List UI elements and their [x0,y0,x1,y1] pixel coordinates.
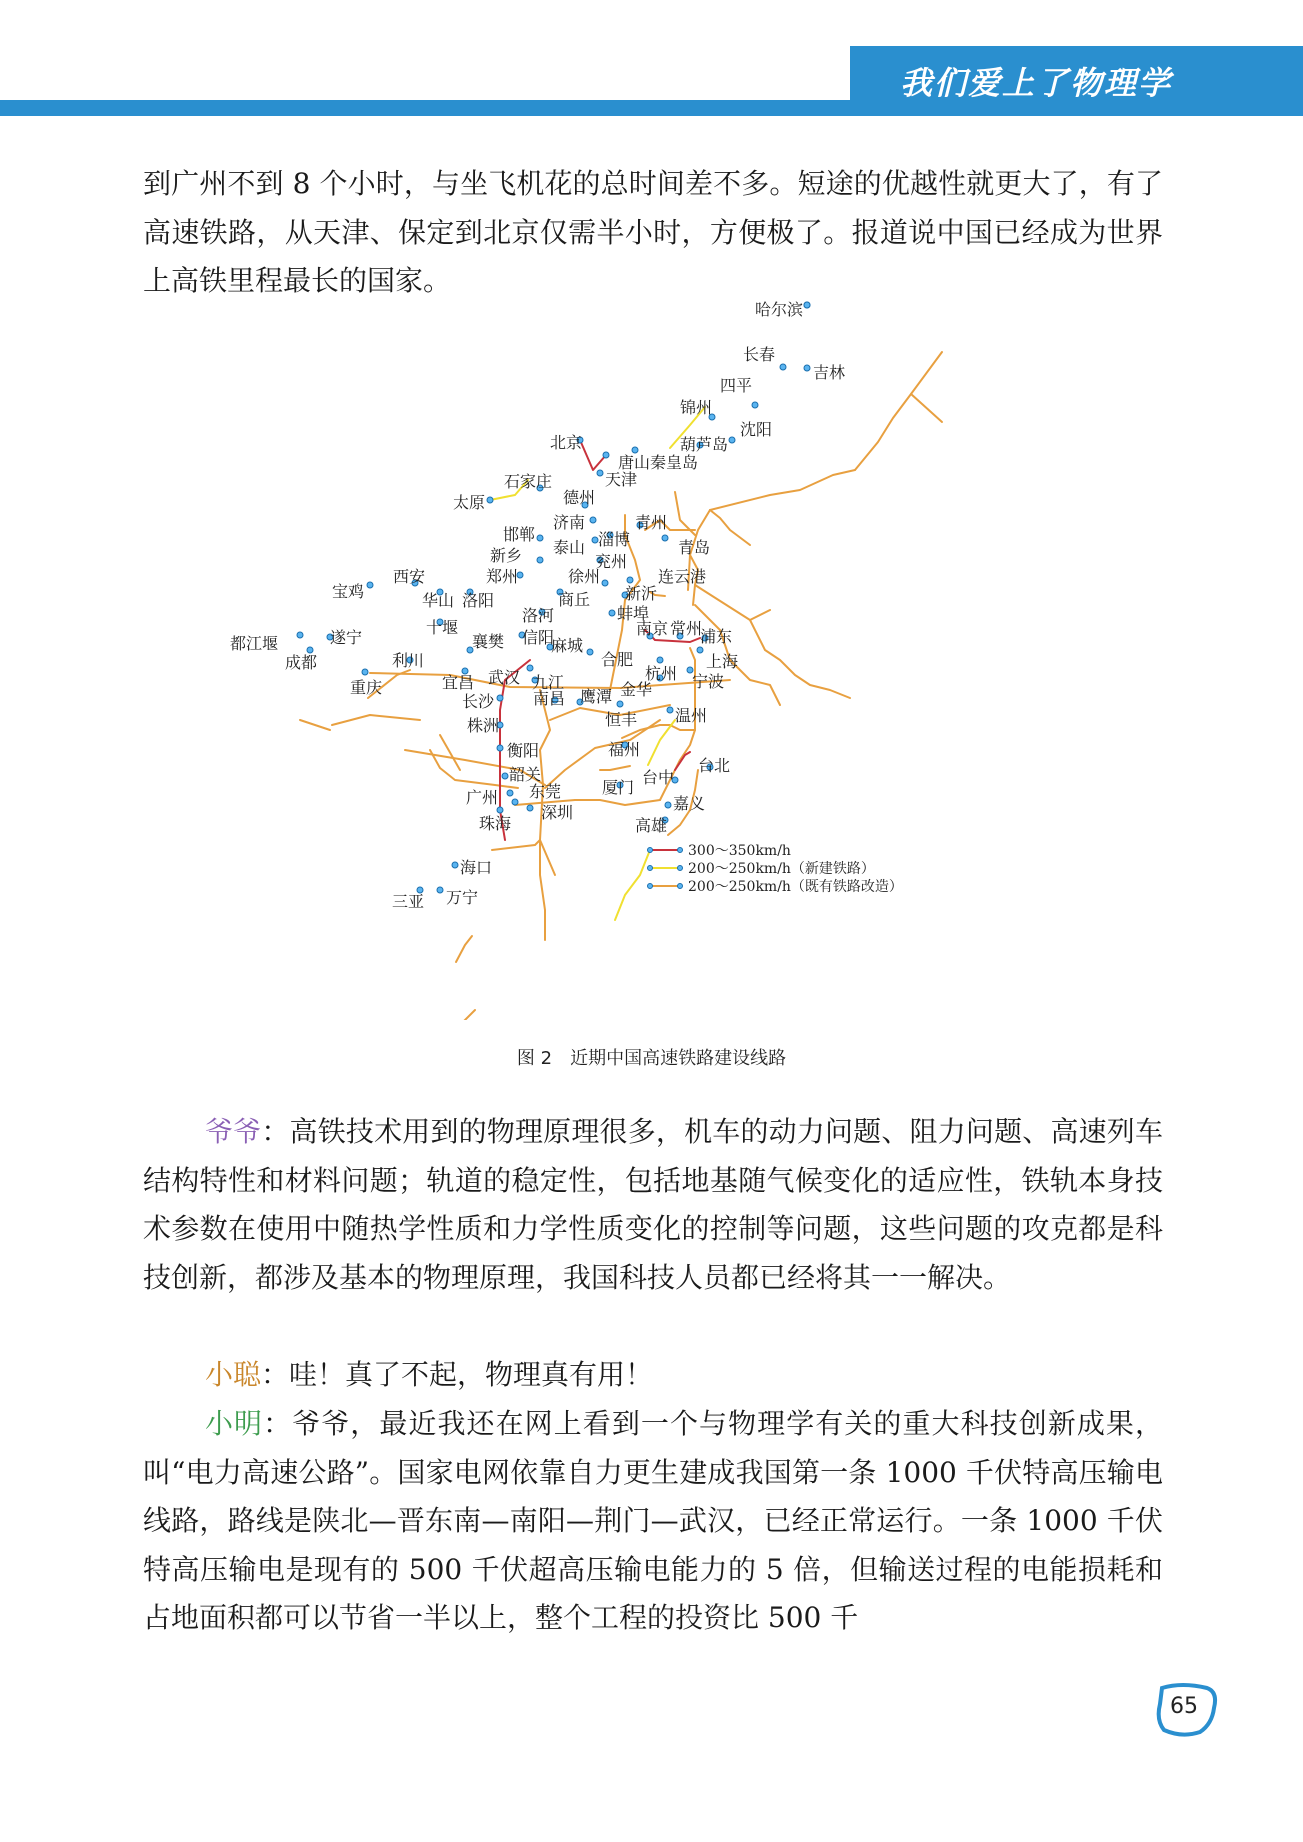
city-dot-taiyuan [487,497,493,503]
city-dot-haikou [452,862,458,868]
city-dot-xinxiang [537,557,543,563]
city-label-pudong: 浦东 [700,627,733,646]
city-dot-dujiangyan [297,632,303,638]
legend-label: 300～350km/h [688,843,791,859]
city-label-taishan: 泰山 [553,538,586,557]
city-label-yanzhou: 兖州 [595,552,628,571]
city-label-shangqiu: 商丘 [558,590,591,609]
city-label-zhuzhou: 株洲 [467,716,500,735]
page-number: 65 [1170,1694,1198,1719]
city-label-taiyuan: 太原 [453,493,486,512]
city-dot-chongqing [362,669,368,675]
xiaoming-text: ：爷爷，最近我还在网上看到一个与物理学有关的重大科技创新成果，叫“电力高速公路”。国家电网依靠自力更生建成我国第一条 1000 千伏特高压输电线路，路线是陕北—晋东南—南阳—荆门—武汉，已经正常运行。一条 1000 千伏特高压输电是现有的 500 千伏超高压输电能力的 5 倍，但输送过程的电能损耗和占地面积都可以节省一半以上，整个工程的投资比 500 千 [143,1407,1163,1634]
city-label-changchun: 长春 [743,345,776,364]
city-label-tianjin: 天津 [605,470,638,489]
city-label-hefei: 合肥 [601,650,634,669]
city-label-suining: 遂宁 [330,628,363,647]
city-label-chengdu: 成都 [285,653,318,672]
city-label-dujiangyan: 都江堰 [230,634,279,653]
railway-map [220,290,1080,1020]
grandpa-paragraph [143,1108,1163,1302]
city-label-hengyang: 衡阳 [507,741,540,760]
city-label-jinhua: 金华 [620,680,653,699]
figure-caption: 图 2 近期中国高速铁路建设线路 [516,1048,787,1069]
city-dot-shaoguan [502,773,508,779]
city-dot-baoji [367,582,373,588]
city-label-gaoxiong: 高雄 [635,816,668,835]
city-label-chongqing: 重庆 [350,678,383,697]
legend-dot [648,866,653,871]
city-label-jinzhou: 锦州 [680,398,713,417]
city-label-yingtan: 鹰潭 [580,687,613,706]
city-label-baoji: 宝鸡 [332,582,365,601]
city-dot-hengfeng [617,701,623,707]
city-label-wuhan: 武汉 [488,668,521,687]
city-dot-changchun [780,364,786,370]
grandpa-text: ：高铁技术用到的物理原理很多，机车的动力问题、阻力问题、高速列车结构特性和材料问题；轨道的稳定性，包括地基随气候变化的适应性，铁轨本身技术参数在使用中随热学性质和力学性质变化的控制等问题，这些问题的攻克都是科技创新，都涉及基本的物理原理，我国科技人员都已经将其一一解决。 [143,1115,1163,1294]
city-label-nanchang: 南昌 [533,689,566,708]
city-label-luoyang: 洛阳 [462,591,495,610]
legend-dot [648,884,653,889]
city-label-guangzhou: 广州 [466,788,499,807]
city-label-shanghai: 上海 [706,652,739,671]
city-label-huashan: 华山 [422,591,455,610]
city-label-handan: 邯郸 [503,525,536,544]
city-dot-wuhan [527,665,533,671]
city-label-xinyi: 新沂 [625,584,658,603]
city-label-jiayi: 嘉义 [673,794,706,813]
legend-dot [678,848,683,853]
xiaocong-paragraph [143,1351,1163,1400]
city-label-taibei: 台北 [698,756,731,775]
city-label-luohe: 洛河 [522,606,555,625]
city-label-changsha: 长沙 [462,692,495,711]
city-label-zhuhai: 珠海 [479,814,512,833]
city-dot-zhuhai [497,807,503,813]
city-label-shaoguan: 韶关 [509,765,542,784]
city-dot-hefei [587,649,593,655]
city-label-sanya: 三亚 [392,892,425,911]
city-dot-jiayi [665,802,671,808]
legend-dot [648,848,653,853]
city-label-macheng: 麻城 [551,636,584,655]
city-dot-harbin [804,302,810,308]
city-label-ningbo: 宁波 [692,672,725,691]
city-label-beijing: 北京 [550,433,583,452]
book-title: 我们爱上了物理学 [900,64,1173,102]
city-dot-bengbu [609,610,615,616]
city-label-fuzhou: 福州 [608,740,641,759]
intro-paragraph: 到广州不到 8 个小时，与坐飞机花的总时间差不多。短途的优越性就更大了，有了高速铁路，从天津、保定到北京仅需半小时，方便极了。报道说中国已经成为世界上高铁里程最长的国家。 [143,167,1163,297]
city-dot-wanning [437,887,443,893]
city-dot-tianjin [597,470,603,476]
city-label-haikou: 海口 [460,858,493,877]
city-label-jiujiang: 九江 [532,673,565,692]
city-label-bengbu: 蚌埠 [617,604,650,623]
city-label-jinan: 济南 [553,513,586,532]
city-label-changzhou: 常州 [670,619,703,638]
city-label-xian: 西安 [393,567,426,586]
speaker-xiaocong: 小聪 [205,1358,262,1391]
city-label-shenyang: 沈阳 [740,420,773,439]
city-label-hangzhou: 杭州 [645,664,678,683]
city-label-dongguan: 东莞 [529,782,562,801]
legend-label: 200～250km/h（既有铁路改造） [688,879,903,895]
city-label-xinyang: 信阳 [522,628,555,647]
city-dot-hangzhou [657,657,663,663]
page-number-badge [1152,1680,1222,1740]
city-dot-guangzhou [507,790,513,796]
city-label-tangshan: 唐山 [618,453,651,472]
city-dot-jinan [590,517,596,523]
city-label-xiamen: 厦门 [602,778,635,797]
city-label-qingdao: 青岛 [678,538,711,557]
city-label-wenzhou: 温州 [675,706,708,725]
city-label-zibo: 淄博 [598,530,631,549]
city-label-qingzhou: 青州 [635,513,668,532]
city-dot-qingdao [662,535,668,541]
city-label-wanning: 万宁 [446,888,479,907]
city-label-lianyungang: 连云港 [658,567,707,586]
city-label-qinhuangdao: 秦皇岛 [650,453,699,472]
city-dot-shenyang [729,437,735,443]
legend-dot [678,884,683,889]
xiaocong-text: ：哇！真了不起，物理真有用！ [261,1358,654,1391]
city-dot-hengyang [497,745,503,751]
city-label-taizhong: 台中 [642,768,675,787]
city-dot-tangshan [603,452,609,458]
city-label-xuzhou: 徐州 [568,567,601,586]
city-label-shenzhen: 深圳 [541,803,574,822]
speaker-grandpa: 爷爷 [205,1115,262,1148]
city-dot-siping [752,402,758,408]
city-label-dezhou: 德州 [563,488,596,507]
city-label-hengfeng: 恒丰 [605,710,638,729]
city-label-shijiazhuang: 石家庄 [504,472,553,491]
speaker-xiaoming: 小明 [205,1407,264,1440]
city-dot-shanghai [697,647,703,653]
legend-dot [678,866,683,871]
city-dot-jilin [804,365,810,371]
city-label-xiangfan: 襄樊 [472,632,505,651]
city-dot-xuzhou [602,580,608,586]
city-dot-handan [537,535,543,541]
city-dot-wenzhou [667,707,673,713]
city-label-siping: 四平 [720,376,753,395]
legend-label: 200～250km/h（新建铁路） [688,861,875,877]
city-dot-shenzhen [527,805,533,811]
city-label-nanjing: 南京 [636,619,669,638]
city-label-shiyan: 十堰 [426,618,459,637]
city-label-xinxiang: 新乡 [490,546,523,565]
city-label-jilin: 吉林 [813,363,846,382]
city-label-zhengzhou: 郑州 [486,567,519,586]
city-label-yichang: 宜昌 [442,673,475,692]
city-dot-dongguan [512,799,518,805]
xiaoming-paragraph [143,1400,1163,1643]
city-label-lichuan: 利川 [392,651,425,670]
city-label-harbin: 哈尔滨 [755,300,804,319]
city-dot-lianyungang [627,577,633,583]
city-label-huludao: 葫芦岛 [680,435,729,454]
city-dot-changsha [497,695,503,701]
